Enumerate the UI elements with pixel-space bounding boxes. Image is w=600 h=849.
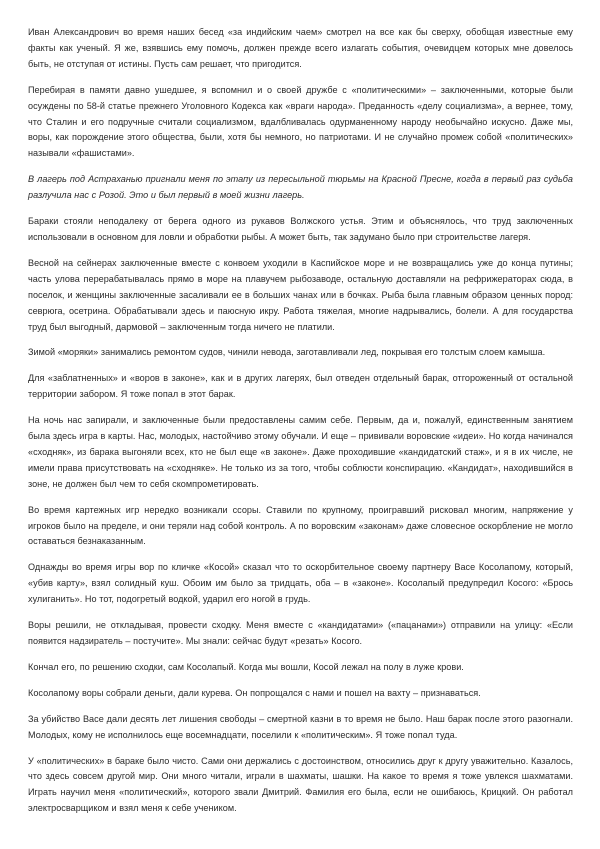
paragraph: На ночь нас запирали, и заключенные были предоставлены самим себе. Первым, да и, пожалуй, единственным занятием была здесь игра в карты. Нас, молодых, настойчиво этому обучали. И еще – прививали воровские «идеи». Но когда начинался «сходняк», из барака выгоняли всех, кто не был еще «в законе». Даже проходившие «кандидатский стаж», и я в их числе, не имели права присутствовать на «сходняке». Не только из за того, чтобы соблюсти конспирацию. «Кандидат», находившийся в зоне, не должен был чем то себя скомпрометировать. (28, 415, 573, 489)
paragraph-italic: В лагерь под Астраханью пригнали меня по этапу из пересыльной тюрьмы на Красной Пресне, когда в первый раз судьба разлучила нас с Розой. Это и был первый в моей жизни лагерь. (28, 174, 573, 201)
paragraph: За убийство Васе дали десять лет лишения свободы – смертной казни в то время не было. Наш барак после этого разогнали. Молодых, кому не исполнилось еще восемнадцати, поселили к «политическим». Я тоже попал туда. (28, 713, 573, 740)
paragraph: Иван Александрович во время наших бесед «за индийским чаем» смотрел на все как бы сверху, обобщая известные ему факты как ученый. Я же, взявшись ему помочь, должен прежде всего излагать события, очевидцем которых мне довелось быть, не отступая от истины. Пусть сам решает, что пригодится. (28, 27, 573, 69)
document-body (28, 25, 573, 817)
paragraph: Косолапому воры собрали деньги, дали курева. Он попрощался с нами и пошел на вахту – признаваться. (28, 687, 481, 698)
paragraph: Воры решили, не откладывая, провести сходку. Меня вместе с «кандидатами» («пацанами») отправили на улицу: «Если появится надзиратель – постучите». Мы знали: сейчас будут «резать» Косого. (28, 620, 573, 646)
paragraph: Перебирая в памяти давно ушедшее, я вспомнил и о своей дружбе с «политическими» – заключенными, которые были осуждены по 58-й статье прежнего Уголовного Кодекса как «враги народа». Преданность «делу социализма», а вернее, тому, что Сталин и его подручные считали социализмом, вдалбливалась одурманенному народу необычайно искусно. Даже мы, воры, как порождение этого общества, были, хотя бы немного, но патриотами. И не случайно промеж собой «политических» называли «фашистами». (28, 84, 573, 159)
paragraph: Для «заблатненных» и «воров в законе», как и в других лагерях, был отведен отдельный барак, отгороженный от остальной территории забором. Я тоже попал в этот барак. (28, 373, 573, 400)
paragraph: Бараки стояли неподалеку от берега одного из рукавов Волжского устья. Этим и объяснялось, что труд заключенных использовали в основном для ловли и обработки рыбы. А может быть, так задумано было при строительстве лагеря. (28, 216, 573, 242)
paragraph: Кончал его, по решению сходки, сам Косолапый. Когда мы вошли, Косой лежал на полу в луже крови. (28, 661, 464, 672)
paragraph: Во время картежных игр нередко возникали ссоры. Ставили по крупному, проигравший рисковал многим, напряжение у игроков было на пределе, и они теряли над собой контроль. А по воровским «законам» даже словесное оскорбление не могло оставаться безнаказанным. (28, 504, 573, 547)
paragraph: Зимой «моряки» занимались ремонтом судов, чинили невода, заготавливали лед, покрывая его толстым слоем камыша. (28, 347, 546, 358)
paragraph: Однажды во время игры вор по кличке «Косой» сказал что то оскорбительное своему партнеру Васе Косолапому, который, «убив карту», взял солидный куш. Обоим им было за тридцать, оба – в «законе». Косолапый предупредил Косого: «Брось хулиганить». Но тот, подогретый водкой, ударил его ногой в грудь. (28, 562, 573, 605)
paragraph: Весной на сейнерах заключенные вместе с конвоем уходили в Каспийское море и не возвращались уже до конца путины; часть улова перерабатывалась прямо в море на плавучем рыбозаводе, остальную доставляли на рефрижераторах сюда, в поселок, и женщины заключенные засаливали ее в больших чанах или в бочках. Рыба была главным образом ценных пород: севрюга, осетрина. Обрабатывали здесь и паюсную икру. Работа тяжелая, многие надрывались, болели. А для государства труд был выгодный, дармовой – заключенным тогда ничего не платили. (28, 257, 573, 332)
paragraph: У «политических» в бараке было чисто. Сами они держались с достоинством, относились друг к другу уважительно. Казалось, что здесь совсем другой мир. Они много читали, играли в шахматы, шашки. На какое то время я тоже увлекся шахматами. Играть научил меня «политический», которого звали Дмитрий. Фамилия его была, если не ошибаюсь, Крицкий. Он работал электросварщиком и взял меня к себе учеником. (28, 755, 573, 814)
